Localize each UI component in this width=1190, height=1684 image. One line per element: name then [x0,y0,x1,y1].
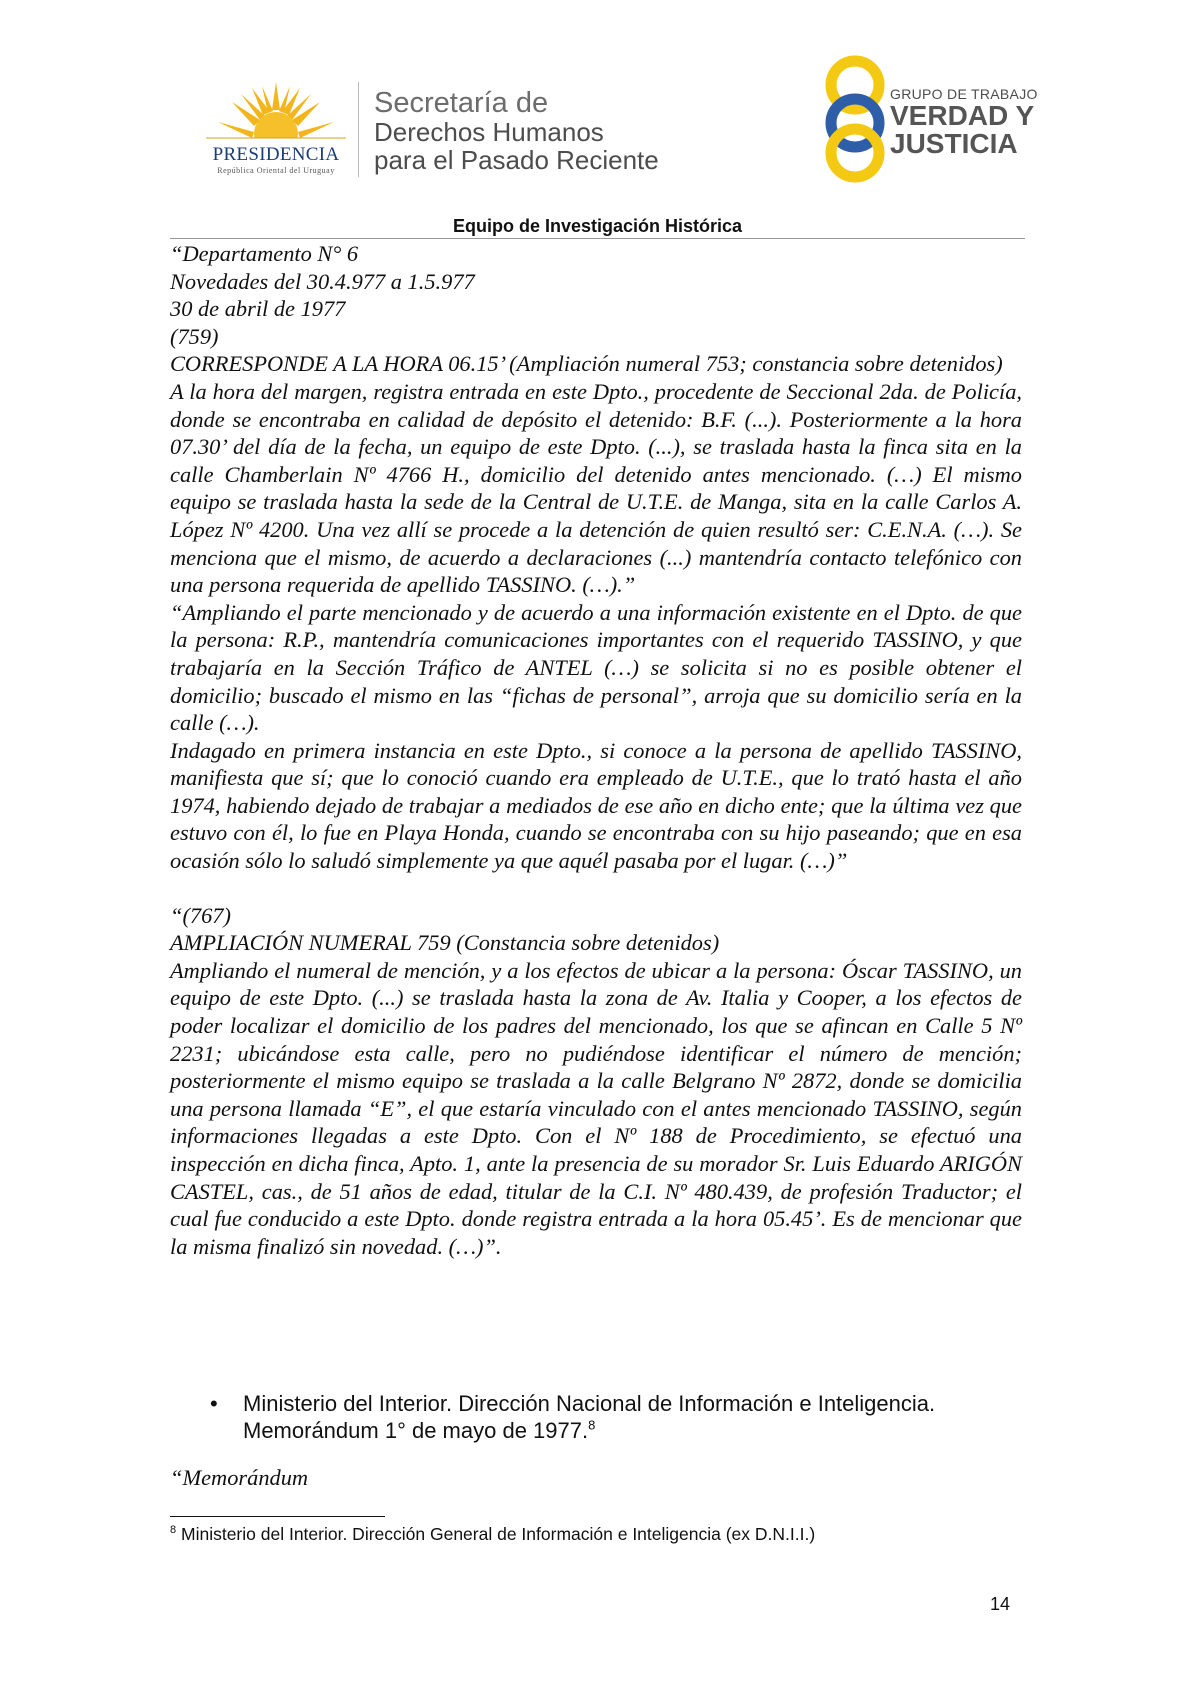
quote-paragraph: Ampliando el numeral de mención, y a los efectos de ubicar a la persona: Óscar TASSINO, un equipo de este Dpto. (...) se traslada hasta la zona de Av. Italia y Cooper, a los efectos de poder localizar el domicilio de los padres del mencionado, los que se afincan en Calle 5 Nº 2231; ubicándose esta calle, pero no pudiéndose identificar el número de mención; posteriormente el mismo equipo se traslada a la calle Belgrano Nº 2872, donde se domicilia una persona llamada “E”, el que estaría vinculado con el antes mencionado TASSINO, según informaciones llegadas a este Dpto. Con el Nº 188 de Procedimiento, se efectuó una inspección en dicha finca, Apto. 1, ante la presencia de su morador Sr. Luis Eduardo ARIGÓN CASTEL, cas., de 51 años de edad, titular de la C.I. Nº 480.439, de profesión Traductor; el cual fue conducido a este Dpto. donde registra entrada a la hora 05.45’. Es de mencionar que la misma finalizó sin novedad. (…)”. [170,957,1022,1259]
logo-divider [358,82,359,177]
gtvj-line-1: GRUPO DE TRABAJO [890,86,1038,102]
verdad-justicia-wordmark [890,86,1038,158]
secretaria-line-3: para el Pasado Reciente [374,145,659,175]
gtvj-line-3: JUSTICIA [890,128,1018,159]
memo-start: “Memorándum [170,1465,309,1490]
sun-emblem-icon [196,80,356,150]
quote-paragraph: A la hora del margen, registra entrada en este Dpto., procedente de Seccional 2da. de Policía, donde se encontraba en calidad de depósito el detenido: B.F. (...). Posteriormente a la hora 07.30’ del día de la fecha, un equipo de este Dpto. (...), se traslada hasta la finca sita en la calle Chamberlain Nº 4766 H., domicilio del detenido antes mencionado. (…) El mismo equipo se traslada hasta la sede de la Central de U.T.E. de Manga, sita en la calle Carlos A. López Nº 4200. Una vez allí se procede a la detención de quien resultó ser: C.E.N.A. (…). Se menciona que el mismo, de acuerdo a declaraciones (...) mantendría contacto telefónico con una persona requerida de apellido TASSINO. (…).” [170,378,1022,598]
source-bullet [170,1390,1022,1444]
page-number: 14 [990,1594,1011,1614]
quote-line: 30 de abril de 1977 [170,296,346,322]
secretaria-line-2: Derechos Humanos [374,117,604,147]
footnote-reference[interactable]: 8 [588,1417,596,1433]
quote-paragraph: CORRESPONDE A LA HORA 06.15’ (Ampliación numeral 753; constancia sobre detenidos) [170,351,1003,377]
memo-heading [170,1464,308,1492]
quote-line: “(767) [170,902,231,928]
quote-line: “Departamento N° 6 [170,241,359,266]
quote-paragraph: Indagado en primera instancia en este Dpto., si conoce a la persona de apellido TASSINO, manifiesta que sí; que lo conoció cuando era empleado de U.T.E., que lo trató hasta el año 1974, habiendo dejado de trabajar a mediados de ese año en dicho ente; que la última vez que estuvo con él, lo fue en Playa Honda, cuando se encontraba con su hijo paseando; que en esa ocasión sólo lo saludó simplemente ya que aquél pasaba por el lugar. (…)” [170,737,1022,874]
presidencia-subtitle: República Oriental del Uruguay [217,166,335,175]
presidencia-wordmark: PRESIDENCIA [212,144,340,165]
secretaria-wordmark [374,88,659,174]
quote-line: AMPLIACIÓN NUMERAL 759 (Constancia sobre detenidos) [170,930,720,956]
paragraph-gap [170,875,1022,902]
secretaria-line-1: Secretaría de [374,87,549,119]
bullet-dot-icon: • [210,1391,218,1416]
team-title: Equipo de Investigación Histórica [452,216,743,236]
bullet-item [170,1390,1022,1444]
footnote-text: Ministerio del Interior. Dirección General de Información e Inteligencia (ex D.N.I.I.) [181,1524,816,1544]
gtvj-line-2: VERDAD Y [890,100,1035,131]
quote-line: Novedades del 30.4.977 a 1.5.977 [170,268,475,294]
footnote-rule [170,1516,385,1517]
header-rule [170,238,1025,239]
bullet-text: Ministerio del Interior. Dirección Nacional de Información e Inteligencia. Memorándum 1° de mayo de 1977. [243,1391,936,1443]
footnote-number: 8 [170,1524,177,1537]
quote-paragraph: “Ampliando el parte mencionado y de acuerdo a una información existente en el Dpto. de que la persona: R.P., mantendría comunicaciones importantes con el requerido TASSINO, y que trabajaría en la Sección Tráfico de ANTEL (…) se solicita si no es posible obtener el domicilio; buscado el mismo en las “fichas de personal”, arroja que su domicilio sería en la calle (…). [170,599,1022,736]
footnote [170,1524,815,1545]
document-body [170,240,1022,1260]
page-header [0,0,1190,236]
quote-line: (759) [170,323,219,349]
presidencia-logo [196,80,356,180]
